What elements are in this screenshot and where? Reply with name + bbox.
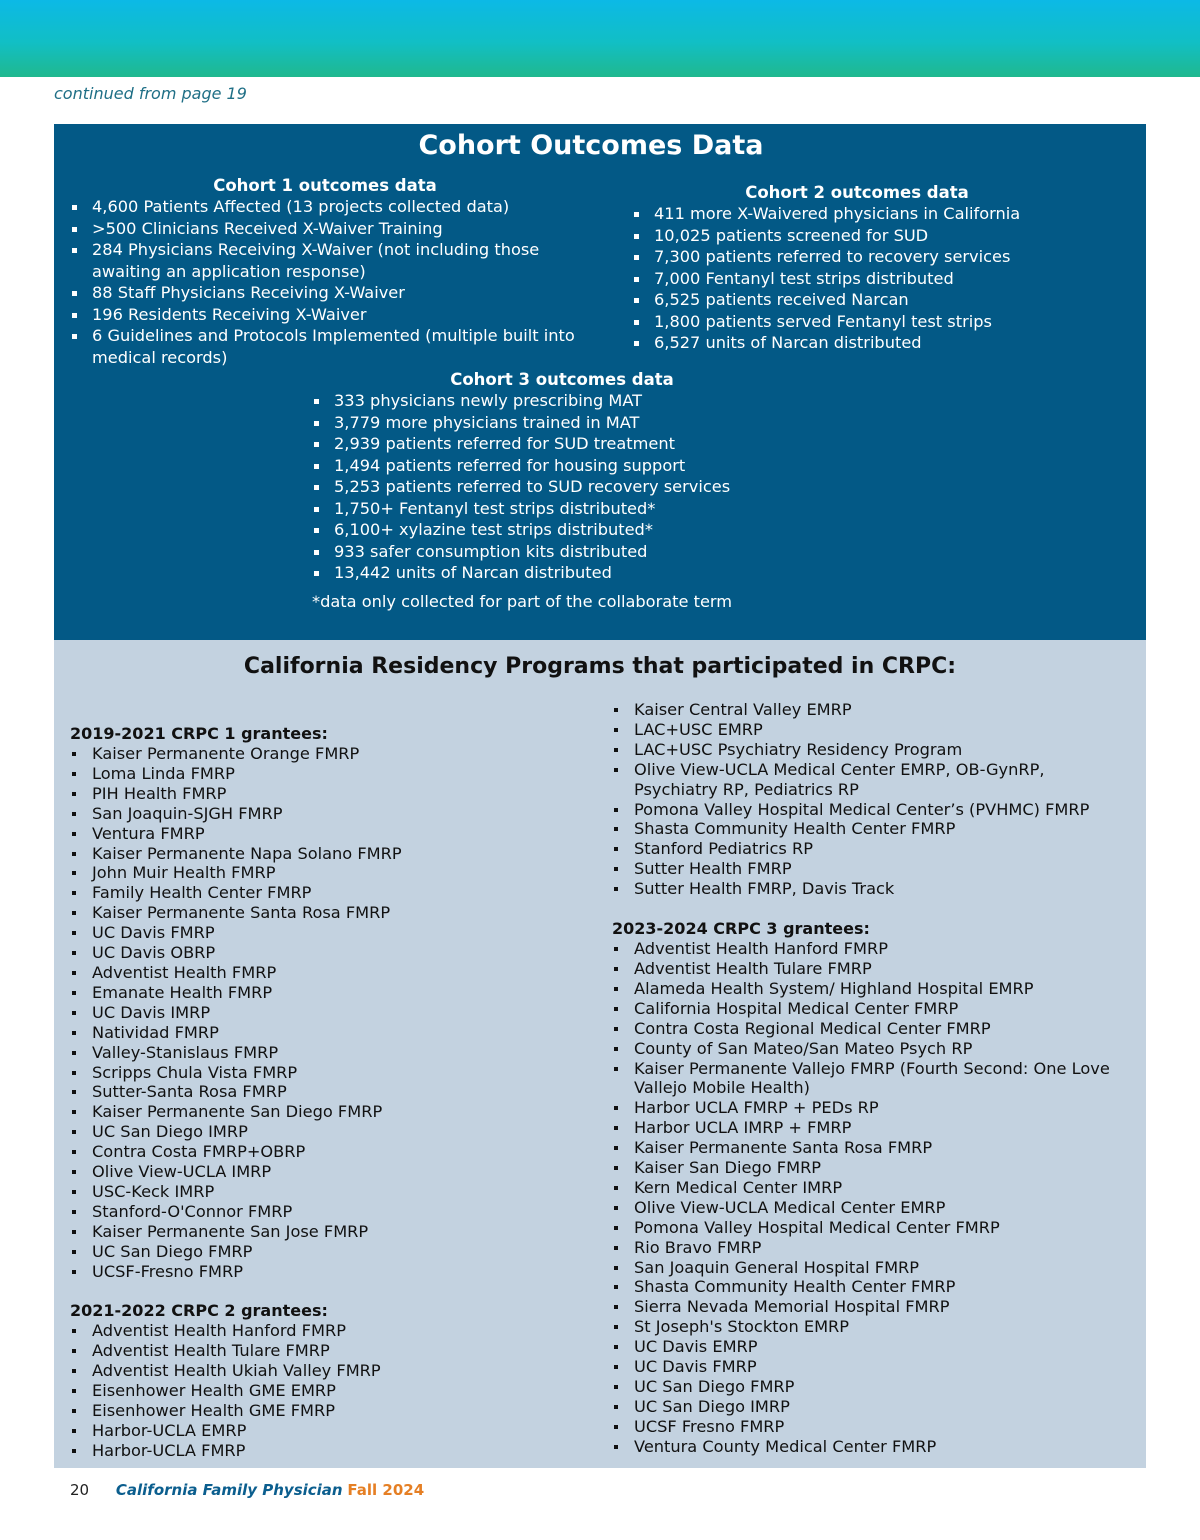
list-item: Ventura FMRP [70, 824, 590, 844]
list-item: Kaiser San Diego FMRP [612, 1158, 1132, 1178]
cohort3-group [312, 369, 812, 584]
list-item: Ventura County Medical Center FMRP [612, 1437, 1132, 1457]
list-item: Stanford Pediatrics RP [612, 839, 1132, 859]
list-item: 196 Residents Receiving X-Waiver [70, 304, 580, 326]
list-item: 6,527 units of Narcan distributed [632, 332, 1082, 354]
crpc2-heading: 2021-2022 CRPC 2 grantees: [70, 1301, 328, 1321]
crpc3-list [612, 939, 1132, 1457]
list-item: County of San Mateo/San Mateo Psych RP [612, 1039, 1132, 1059]
list-item: 6,525 patients received Narcan [632, 289, 1082, 311]
list-item: San Joaquin General Hospital FMRP [612, 1258, 1132, 1278]
programs-left-column [70, 724, 590, 1461]
crpc2-list [70, 1321, 590, 1460]
list-item: 7,000 Fentanyl test strips distributed [632, 268, 1082, 290]
list-item: Kern Medical Center IMRP [612, 1178, 1132, 1198]
cohort2-heading: Cohort 2 outcomes data [745, 183, 969, 202]
list-item: 7,300 patients referred to recovery services [632, 246, 1082, 268]
list-item: Adventist Health Tulare FMRP [70, 1341, 590, 1361]
list-item: John Muir Health FMRP [70, 863, 590, 883]
programs-title: California Residency Programs that participated in CRPC: [243, 654, 957, 679]
crpc1-list [70, 744, 590, 1281]
page-number: 20 [70, 1481, 90, 1499]
list-item: Eisenhower Health GME FMRP [70, 1401, 590, 1421]
list-item: Family Health Center FMRP [70, 883, 590, 903]
cohort2-list [632, 203, 1082, 354]
list-item: UC San Diego IMRP [612, 1397, 1132, 1417]
list-item: San Joaquin-SJGH FMRP [70, 804, 590, 824]
list-item: Kaiser Permanente San Jose FMRP [70, 1222, 590, 1242]
list-item: 1,750+ Fentanyl test strips distributed* [312, 498, 812, 520]
list-item: Kaiser Permanente San Diego FMRP [70, 1102, 590, 1122]
list-item: UC Davis FMRP [612, 1357, 1132, 1377]
list-item: Olive View-UCLA IMRP [70, 1162, 590, 1182]
list-item: UCSF Fresno FMRP [612, 1417, 1132, 1437]
list-item: 2,939 patients referred for SUD treatment [312, 433, 812, 455]
cohort1-group [70, 175, 580, 368]
list-item: UC Davis OBRP [70, 943, 590, 963]
list-item: 13,442 units of Narcan distributed [312, 562, 812, 584]
list-item: LAC+USC Psychiatry Residency Program [612, 740, 1132, 760]
list-item: Contra Costa Regional Medical Center FMRP [612, 1019, 1132, 1039]
continued-note: continued from page 19 [54, 84, 247, 103]
list-item: Emanate Health FMRP [70, 983, 590, 1003]
list-item: Kaiser Permanente Orange FMRP [70, 744, 590, 764]
list-item: Sutter-Santa Rosa FMRP [70, 1082, 590, 1102]
list-item: Harbor UCLA FMRP + PEDs RP [612, 1098, 1132, 1118]
crpc2-continued-list [612, 700, 1132, 899]
list-item: UCSF-Fresno FMRP [70, 1262, 590, 1282]
list-item: Kaiser Permanente Napa Solano FMRP [70, 844, 590, 864]
list-item: 1,800 patients served Fentanyl test strips [632, 311, 1082, 333]
cohort2-group [632, 182, 1082, 354]
list-item: Natividad FMRP [70, 1023, 590, 1043]
list-item: UC Davis EMRP [612, 1337, 1132, 1357]
list-item: 10,025 patients screened for SUD [632, 225, 1082, 247]
cohort3-heading: Cohort 3 outcomes data [450, 370, 674, 389]
list-item: UC San Diego FMRP [612, 1377, 1132, 1397]
list-item: 284 Physicians Receiving X-Waiver (not including those awaiting an application response) [70, 239, 580, 282]
list-item: Adventist Health Tulare FMRP [612, 959, 1132, 979]
list-item: Loma Linda FMRP [70, 764, 590, 784]
programs-panel [54, 640, 1146, 1468]
list-item: Adventist Health Hanford FMRP [612, 939, 1132, 959]
list-item: LAC+USC EMRP [612, 720, 1132, 740]
list-item: 5,253 patients referred to SUD recovery services [312, 476, 812, 498]
list-item: Valley-Stanislaus FMRP [70, 1043, 590, 1063]
list-item: Harbor-UCLA EMRP [70, 1421, 590, 1441]
list-item: Adventist Health Ukiah Valley FMRP [70, 1361, 590, 1381]
list-item: Contra Costa FMRP+OBRP [70, 1142, 590, 1162]
list-item: 333 physicians newly prescribing MAT [312, 390, 812, 412]
outcomes-footnote: *data only collected for part of the collaborate term [312, 592, 733, 611]
list-item: UC San Diego IMRP [70, 1122, 590, 1142]
list-item: Kaiser Permanente Santa Rosa FMRP [612, 1138, 1132, 1158]
list-item: Stanford-O'Connor FMRP [70, 1202, 590, 1222]
list-item: California Hospital Medical Center FMRP [612, 999, 1132, 1019]
list-item: 3,779 more physicians trained in MAT [312, 412, 812, 434]
list-item: 933 safer consumption kits distributed [312, 541, 812, 563]
list-item: 411 more X-Waivered physicians in California [632, 203, 1082, 225]
cohort-outcomes-panel [54, 124, 1146, 640]
magazine-name: California Family Physician [115, 1481, 343, 1499]
list-item: Shasta Community Health Center FMRP [612, 819, 1132, 839]
list-item: Adventist Health FMRP [70, 963, 590, 983]
list-item: Kaiser Permanente Santa Rosa FMRP [70, 903, 590, 923]
list-item: Kaiser Central Valley EMRP [612, 700, 1132, 720]
list-item: Pomona Valley Hospital Medical Center’s (PVHMC) FMRP [612, 800, 1132, 820]
list-item: Rio Bravo FMRP [612, 1238, 1132, 1258]
list-item: Olive View-UCLA Medical Center EMRP [612, 1198, 1132, 1218]
list-item: 88 Staff Physicians Receiving X-Waiver [70, 282, 580, 304]
cohort3-list [312, 390, 812, 584]
programs-right-column [612, 700, 1132, 1457]
list-item: UC Davis IMRP [70, 1003, 590, 1023]
list-item: Sutter Health FMRP [612, 859, 1132, 879]
list-item: UC San Diego FMRP [70, 1242, 590, 1262]
list-item: Harbor UCLA IMRP + FMRP [612, 1118, 1132, 1138]
list-item: Shasta Community Health Center FMRP [612, 1277, 1132, 1297]
issue-label: Fall 2024 [347, 1481, 425, 1499]
list-item: 1,494 patients referred for housing support [312, 455, 812, 477]
list-item: Olive View-UCLA Medical Center EMRP, OB-GynRP, Psychiatry RP, Pediatrics RP [612, 760, 1132, 800]
cohort1-heading: Cohort 1 outcomes data [213, 176, 437, 195]
cohort1-list [70, 196, 580, 368]
list-item: Harbor-UCLA FMRP [70, 1441, 590, 1461]
page-footer [70, 1481, 424, 1499]
list-item: USC-Keck IMRP [70, 1182, 590, 1202]
list-item: 6 Guidelines and Protocols Implemented (multiple built into medical records) [70, 325, 580, 368]
crpc1-heading: 2019-2021 CRPC 1 grantees: [70, 724, 328, 743]
list-item: >500 Clinicians Received X-Waiver Training [70, 218, 580, 240]
crpc3-heading: 2023-2024 CRPC 3 grantees: [612, 919, 870, 939]
list-item: Adventist Health Hanford FMRP [70, 1321, 590, 1341]
list-item: 6,100+ xylazine test strips distributed* [312, 519, 812, 541]
header-gradient-band [0, 0, 1200, 77]
list-item: PIH Health FMRP [70, 784, 590, 804]
list-item: Sierra Nevada Memorial Hospital FMRP [612, 1297, 1132, 1317]
list-item: UC Davis FMRP [70, 923, 590, 943]
list-item: Pomona Valley Hospital Medical Center FMRP [612, 1218, 1132, 1238]
outcomes-title: Cohort Outcomes Data [418, 130, 764, 161]
list-item: Sutter Health FMRP, Davis Track [612, 879, 1132, 899]
list-item: Kaiser Permanente Vallejo FMRP (Fourth Second: One Love Vallejo Mobile Health) [612, 1059, 1132, 1099]
list-item: 4,600 Patients Affected (13 projects collected data) [70, 196, 580, 218]
list-item: Alameda Health System/ Highland Hospital EMRP [612, 979, 1132, 999]
list-item: St Joseph's Stockton EMRP [612, 1317, 1132, 1337]
list-item: Scripps Chula Vista FMRP [70, 1063, 590, 1083]
list-item: Eisenhower Health GME EMRP [70, 1381, 590, 1401]
